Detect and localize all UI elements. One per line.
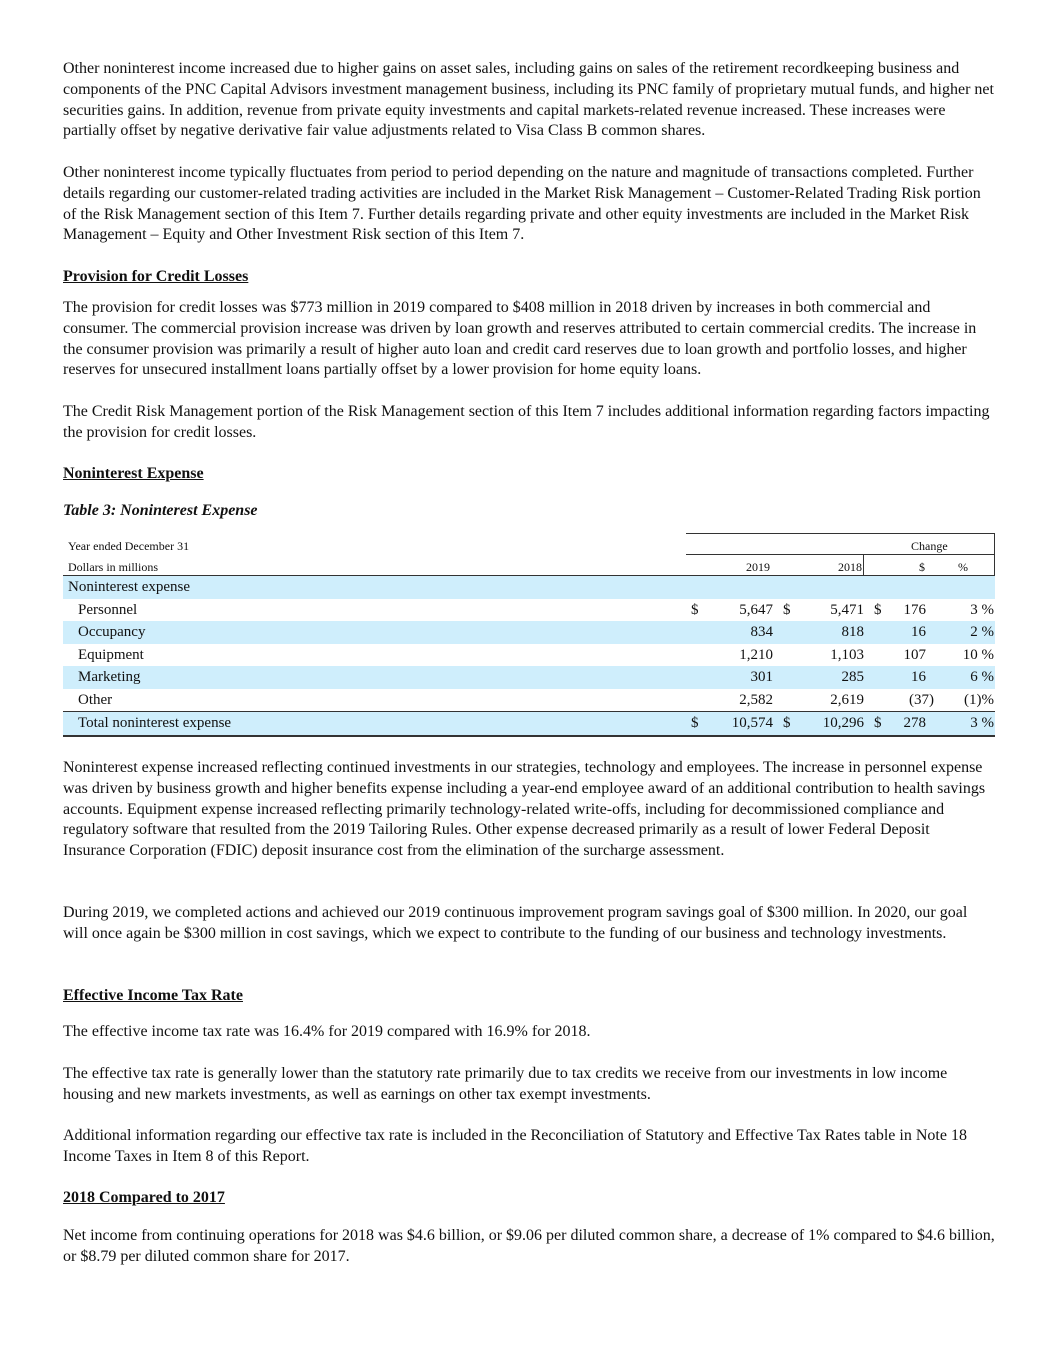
table-section-row (63, 575, 995, 599)
heading-2018-vs-2017: 2018 Compared to 2017 (63, 1189, 225, 1206)
value-2019: 834 (750, 624, 773, 640)
change-pct: 2 % (970, 624, 994, 640)
change-dollar: 107 (903, 646, 926, 663)
change-pct: 6 % (970, 669, 994, 685)
table-header-row-2 (63, 554, 995, 575)
paragraph-income-fluctuation: Other noninterest income typically fluctuates from period to period depending on the nature and magnitude of transactions completed. Further details regarding our customer-related trading activities are included in the Market Risk Management – Customer-Related Trading Risk portion of the Risk Management section of this Item 7. Further details regarding private and other equity investments are included in the Market Risk Management – Equity and Other Investment Risk section of this Item 7. (63, 164, 981, 244)
paragraph-other-noninterest-income: Other noninterest income increased due to higher gains on asset sales, including gains on sales of the retirement recordkeeping business and components of the PNC Capital Advisors investment management business, including its PNC family of proprietary mutual funds, and higher net securities gains. In addition, revenue from private equity investments and capital markets-related revenue increased. These increases were partially offset by negative derivative fair value adjustments related to Visa Class B common shares. (63, 60, 994, 140)
paragraph-expense-explanation: Noninterest expense increased reflecting continued investments in our strategies, technology and employees. The increase in personnel expense was driven by business growth and higher benefits expense including a year-end employee award of an additional contribution to health savings accounts. Equipment expense increased reflecting primarily technology-related write-offs, including for decommissioned compliance and regulatory software that resulted from the 2019 Tailoring Rules. Other expense decreased primarily as a result of lower Federal Deposit Insurance Corporation (FDIC) deposit insurance cost from the elimination of the surcharge assessment. (63, 759, 986, 860)
change-dollar: 16 (911, 624, 926, 640)
table-row (63, 644, 995, 667)
value-2019: 1,210 (739, 646, 773, 663)
col-header-2019: 2019 (746, 560, 770, 574)
table-row (63, 599, 995, 622)
value-2019: 301 (750, 669, 773, 685)
year-label: Year ended December 31 (68, 539, 190, 553)
change-dollar: 176 (903, 601, 926, 618)
table-row (63, 621, 995, 644)
currency-symbol: $ (691, 715, 699, 731)
change-pct: (1)% (964, 691, 994, 708)
paragraph-net-income: Net income from continuing operations for 2018 was $4.6 billion, or $9.06 per diluted common share, a decrease of 1% compared to $4.6 billion, or $8.79 per diluted common share for 2017. (63, 1227, 995, 1265)
total-change-dollar: 278 (903, 715, 926, 731)
total-2019: 10,574 (731, 715, 773, 731)
currency-symbol: $ (783, 715, 791, 731)
paragraph-provision: The provision for credit losses was $773 million in 2019 compared to $408 million in 2018 driven by increases in both commercial and consumer. The commercial provision increase was driven by loan growth and reserves attributed to certain commercial credits. The increase in the consumer provision was primarily a result of higher auto loan and credit card reserves due to loan growth and portfolio losses, and higher reserves for unsecured installment loans partially offset by a lower provision for home equity loans. (63, 299, 977, 379)
units-label: Dollars in millions (68, 560, 158, 574)
paragraph-tax-credits: The effective tax rate is generally lower than the statutory rate primarily due to tax credits we receive from our investments in low income housing and new markets investments, as well as earnings on other tax exempt investments. (63, 1065, 948, 1103)
noninterest-expense-table (63, 533, 995, 737)
value-2019: 2,582 (739, 691, 773, 708)
row-label: Occupancy (78, 624, 146, 640)
table-title: Table 3: Noninterest Expense (63, 502, 258, 519)
paragraph-tax-rate: The effective income tax rate was 16.4% for 2019 compared with 16.9% for 2018. (63, 1023, 591, 1040)
table-row (63, 666, 995, 689)
row-label: Personnel (78, 601, 138, 618)
table-total-row (63, 711, 995, 737)
value-2018: 285 (841, 669, 864, 685)
paragraph-cost-savings: During 2019, we completed actions and achieved our 2019 continuous improvement program savings goal of $300 million. In 2020, our goal will once again be $300 million in cost savings, which we expect to contribute to the funding of our business and technology investments. (63, 904, 968, 942)
col-header-dollar: $ (919, 560, 925, 574)
col-header-2018: 2018 (838, 560, 862, 574)
value-2018: 818 (841, 624, 864, 640)
currency-symbol: $ (874, 715, 882, 731)
value-2018: 5,471 (830, 601, 864, 618)
change-pct: 3 % (970, 601, 994, 618)
currency-symbol: $ (691, 601, 699, 618)
value-2018: 1,103 (830, 646, 864, 663)
heading-provision-credit-losses: Provision for Credit Losses (63, 268, 249, 285)
paragraph-credit-risk: The Credit Risk Management portion of the Risk Management section of this Item 7 includes additional information regarding factors impacting the provision for credit losses. (63, 403, 990, 441)
change-label: Change (911, 539, 948, 553)
heading-effective-tax-rate: Effective Income Tax Rate (63, 987, 243, 1004)
col-header-pct: % (958, 560, 968, 574)
change-pct: 10 % (962, 646, 994, 663)
total-change-pct: 3 % (970, 715, 994, 731)
row-label: Marketing (78, 669, 141, 685)
change-dollar: 16 (911, 669, 926, 685)
change-dollar: (37) (909, 691, 934, 708)
table-header-row-1 (63, 533, 995, 554)
currency-symbol: $ (874, 601, 882, 618)
value-2018: 2,619 (830, 691, 864, 708)
row-label: Other (78, 691, 113, 708)
total-2018: 10,296 (822, 715, 864, 731)
total-label: Total noninterest expense (78, 715, 232, 731)
currency-symbol: $ (783, 601, 791, 618)
table-row (63, 689, 995, 712)
section-label: Noninterest expense (68, 579, 191, 595)
row-label: Equipment (78, 646, 144, 663)
heading-noninterest-expense: Noninterest Expense (63, 465, 204, 482)
paragraph-tax-reconciliation: Additional information regarding our effective tax rate is included in the Reconciliation of Statutory and Effective Tax Rates table in Note 18 Income Taxes in Item 8 of this Report. (63, 1127, 967, 1165)
value-2019: 5,647 (739, 601, 773, 618)
